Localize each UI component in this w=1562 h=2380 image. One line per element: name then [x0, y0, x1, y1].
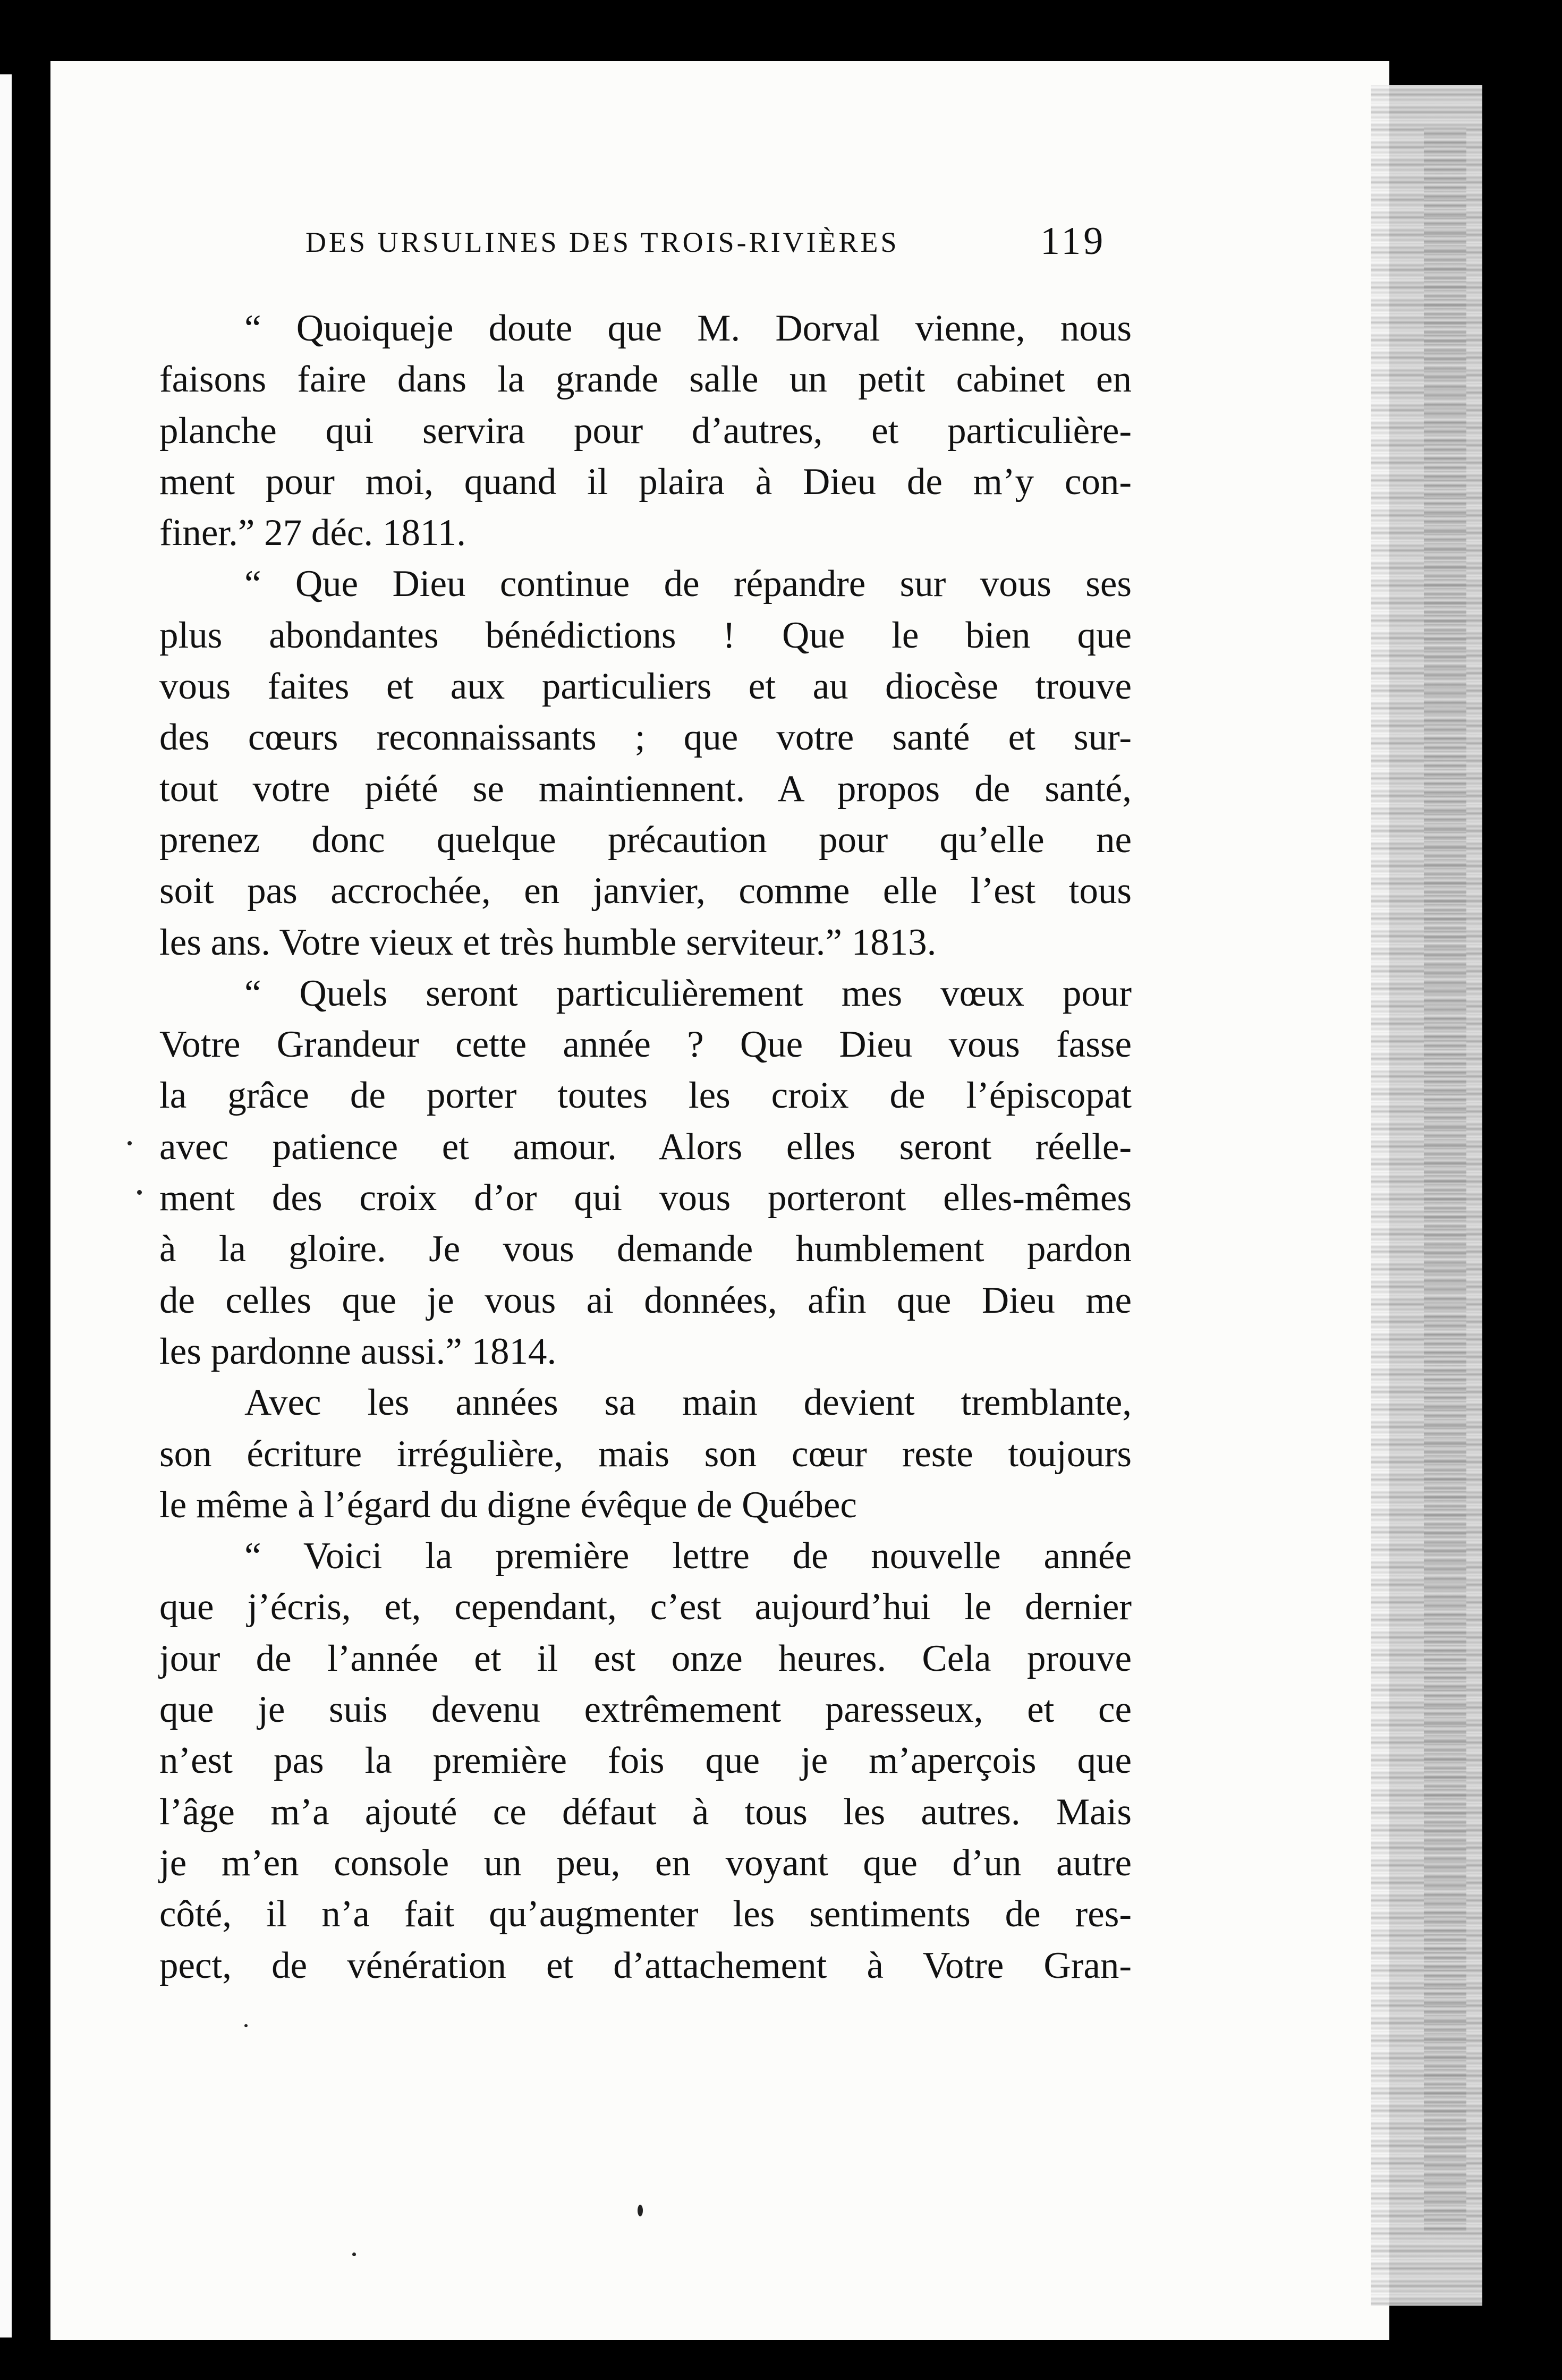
text-line: l’âge m’a ajouté ce défaut à tous les autres. Mais — [159, 1791, 1132, 1833]
text-line: jour de l’année et il est onze heures. Cela prouve — [159, 1637, 1132, 1679]
text-line: son écriture irrégulière, mais son cœur reste toujours — [159, 1433, 1132, 1475]
text-line: Avec les années sa main devient tremblante, — [244, 1382, 1132, 1424]
page-number: 119 — [1040, 219, 1106, 263]
page-gutter-dark-band — [1424, 128, 1466, 2231]
text-line: à la gloire. Je vous demande humblement pardon — [159, 1228, 1132, 1270]
paragraph — [159, 1377, 1132, 1531]
text-line: Votre Grandeur cette année ? Que Dieu vous fasse — [159, 1024, 1132, 1066]
paragraph — [159, 968, 1132, 1377]
paragraph — [159, 1531, 1132, 1991]
text-line: “ Quoiqueje doute que M. Dorval vienne, nous — [244, 308, 1132, 349]
text-line: le même à l’égard du digne évêque de Québec — [159, 1484, 857, 1526]
text-line: la grâce de porter toutes les croix de l’épiscopat — [159, 1075, 1132, 1117]
text-line: “ Que Dieu continue de répandre sur vous ses — [244, 563, 1132, 605]
ink-speck — [137, 1190, 142, 1195]
text-line: tout votre piété se maintiennent. A propos de santé, — [159, 768, 1132, 810]
text-line: soit pas accrochée, en janvier, comme elle l’est tous — [159, 870, 1132, 912]
text-line: des cœurs reconnaissants ; que votre santé et sur- — [159, 717, 1132, 759]
left-page-edge — [0, 74, 12, 2338]
running-head: DES URSULINES DES TROIS-RIVIÈRES — [305, 226, 899, 258]
text-line: je m’en console un peu, en voyant que d’un autre — [159, 1842, 1132, 1884]
text-line: n’est pas la première fois que je m’aperçois que — [159, 1740, 1132, 1782]
paragraph — [159, 303, 1132, 558]
body-text — [159, 303, 1132, 1991]
text-line: côté, il n’a fait qu’augmenter les sentiments de res- — [159, 1893, 1132, 1935]
text-line: “ Quels seront particulièrement mes vœux pour — [244, 972, 1132, 1014]
text-line: pect, de vénération et d’attachement à Votre Gran- — [159, 1944, 1132, 1986]
text-line: vous faites et aux particuliers et au diocèse trouve — [159, 666, 1132, 708]
text-line: avec patience et amour. Alors elles seront réelle- — [159, 1126, 1132, 1168]
text-line: faisons faire dans la grande salle un petit cabinet en — [159, 359, 1132, 401]
text-line: que je suis devenu extrêmement paresseux, et ce — [159, 1689, 1132, 1731]
text-line: planche qui servira pour d’autres, et particulière- — [159, 410, 1132, 452]
text-line: les ans. Votre vieux et très humble serviteur.” 1813. — [159, 921, 937, 963]
text-line: ment des croix d’or qui vous porteront elles-mêmes — [159, 1177, 1132, 1219]
text-line: les pardonne aussi.” 1814. — [159, 1330, 557, 1372]
text-line: prenez donc quelque précaution pour qu’elle ne — [159, 819, 1132, 861]
text-line: plus abondantes bénédictions ! Que le bien que — [159, 614, 1132, 656]
text-line: que j’écris, et, cependant, c’est aujourd’hui le dernier — [159, 1586, 1132, 1628]
ink-speck — [638, 2205, 643, 2216]
text-line: “ Voici la première lettre de nouvelle année — [244, 1535, 1132, 1577]
text-line: ment pour moi, quand il plaira à Dieu de m’y con- — [159, 461, 1132, 503]
paragraph — [159, 558, 1132, 967]
text-line: finer.” 27 déc. 1811. — [159, 512, 466, 554]
text-line: de celles que je vous ai données, afin que Dieu me — [159, 1279, 1132, 1321]
ink-speck — [128, 1141, 132, 1145]
ink-speck — [352, 2252, 356, 2256]
ink-speck — [244, 2024, 248, 2027]
